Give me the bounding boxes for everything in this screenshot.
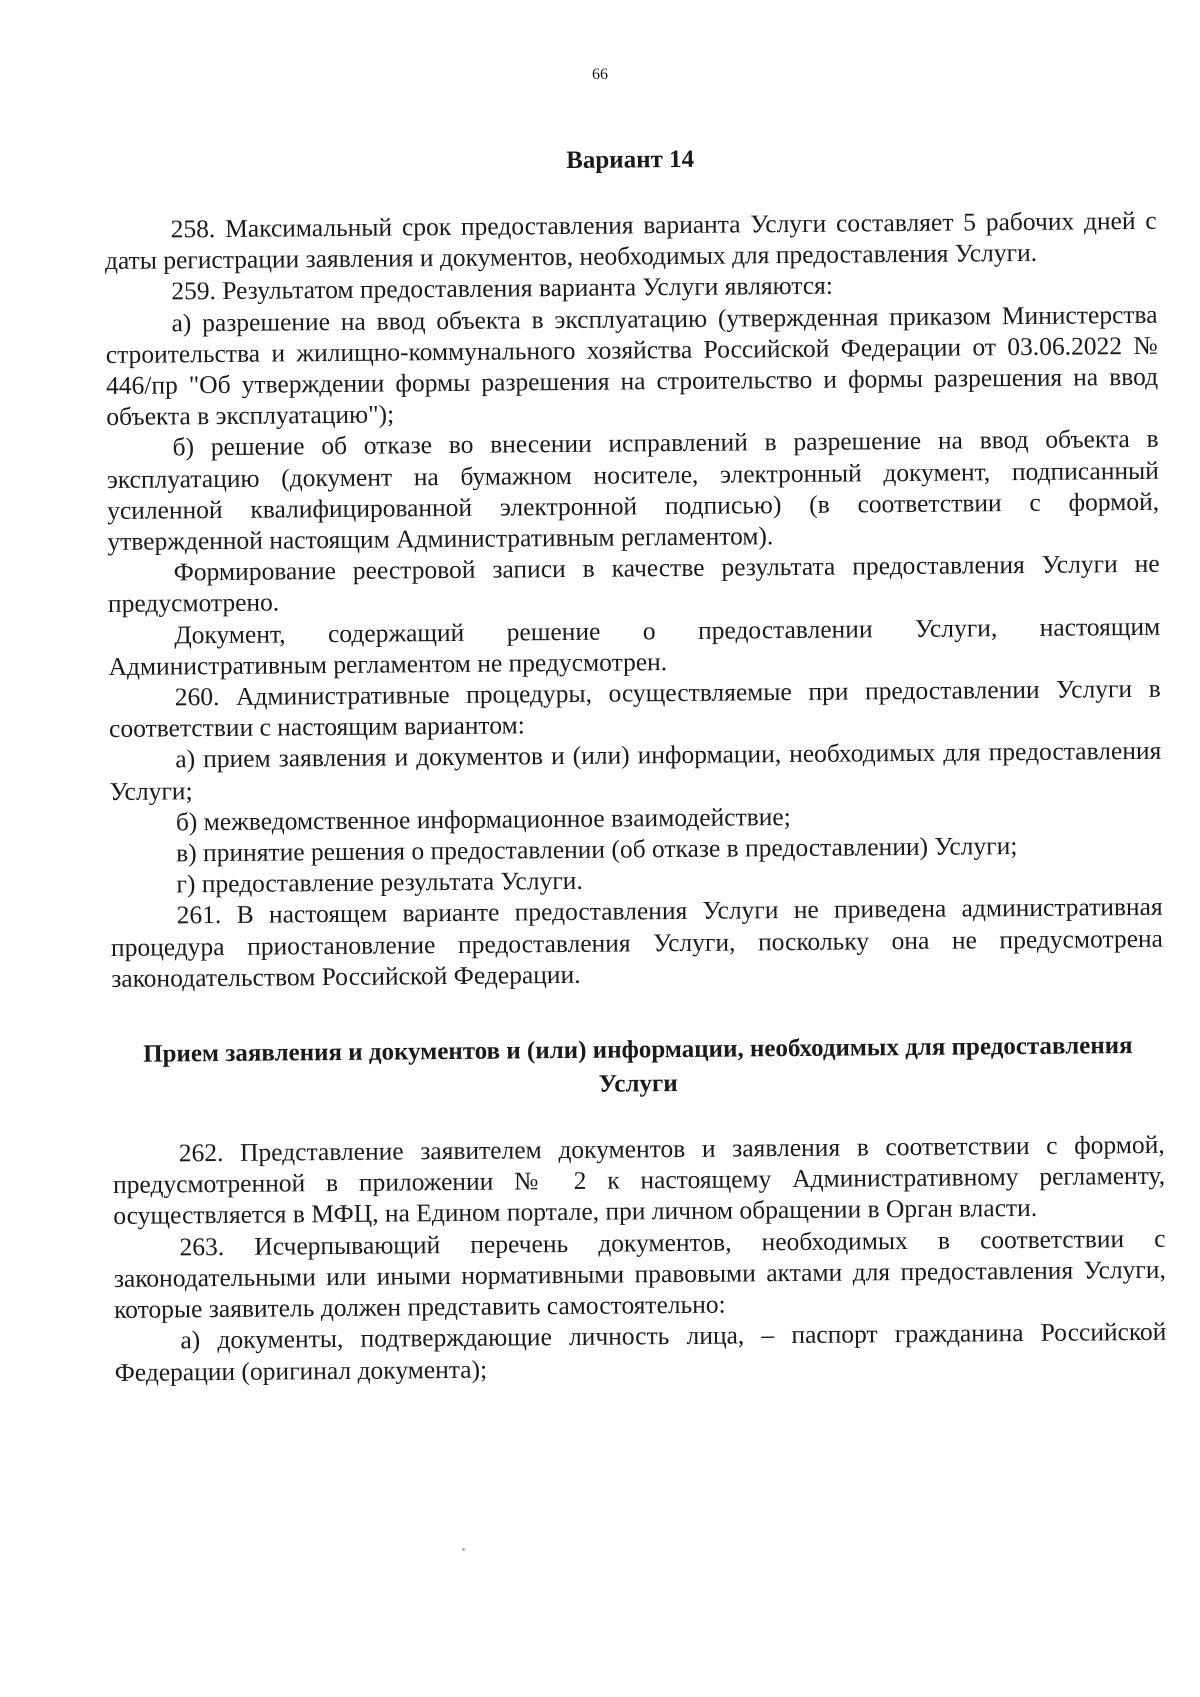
paragraph-259: 259. Результатом предоставления варианта Услуги являются:: [171, 271, 834, 306]
paragraph-263: 263. Исчерпывающий перечень документов, необходимых в соответствии с законодательными или иными нормативными правовыми актами для предоставления Услуги, которые заявитель должен представить самостоятельно:: [113, 1223, 1166, 1325]
paragraph-259-a: а) разрешение на ввод объекта в эксплуатацию (утвержденная приказом Министерства строительства и жилищно-коммунального хозяйства Российской Федерации от 03.06.2022 № 446/пр "Об утверждении формы разрешения на строительство и формы разрешения на ввод объекта в эксплуатацию");: [105, 299, 1159, 432]
scan-speck: [462, 1548, 465, 1551]
paragraph-260-g: г) предоставление результата Услуги.: [176, 866, 583, 899]
paragraph-260: 260. Административные процедуры, осуществляемые при предоставлении Услуги в соответствии с настоящим вариантом:: [108, 673, 1161, 744]
paragraph-260-b: б) межведомственное информационное взаимодействие;: [175, 801, 791, 837]
paragraph-260-v: в) принятие решения о предоставлении (об отказе в предоставлении) Услуги;: [176, 831, 1018, 868]
page-number: 66: [592, 66, 608, 83]
paragraph-258: 258. Максимальный срок предоставления варианта Услуги составляет 5 рабочих дней с даты регистрации заявления и документов, необходимых для предоставления Услуги.: [104, 205, 1157, 276]
variant-title: Вариант 14: [566, 145, 695, 174]
section-title: Прием заявления и документов и (или) информации, необходимых для предоставления Услуги: [143, 1032, 1133, 1098]
paragraph-260-a: а) прием заявления и документов и (или) информации, необходимых для предоставления Услуги;: [109, 736, 1162, 806]
paragraph-registry-record: Формирование реестровой записи в качестве результата предоставления Услуги не предусмотрено.: [107, 549, 1160, 619]
paragraph-259-b: б) решение об отказе во внесении исправлений в разрешение на ввод объекта в эксплуатацию (документ на бумажном носителе, электронный документ, подписанный усиленной квалифицированной электронной подписью) (в соответствии с формой, утвержденной настоящим Административным регламентом).: [106, 424, 1160, 557]
paragraph-263-a: а) документы, подтверждающие личность лица, – паспорт гражданина Российской Федерации (оригинал документа);: [114, 1317, 1167, 1387]
paragraph-261: 261. В настоящем варианте предоставления Услуги не приведена административная процедура приостановление предоставления Услуги, поскольку она не предусмотрена законодательством Российской Федерации.: [110, 892, 1164, 993]
paragraph-262: 262. Представление заявителем документов и заявления в соответствии с формой, предусмотренной в приложении № 2 к настоящему Административному регламенту, осуществляется в МФЦ, на Едином портале, при личном обращении в Орган власти.: [112, 1129, 1166, 1231]
paragraph-decision-document: Документ, содержащий решение о предоставлении Услуги, настоящим Административным регламентом не предусмотрен.: [108, 611, 1161, 681]
document-body: [104, 139, 1167, 1388]
